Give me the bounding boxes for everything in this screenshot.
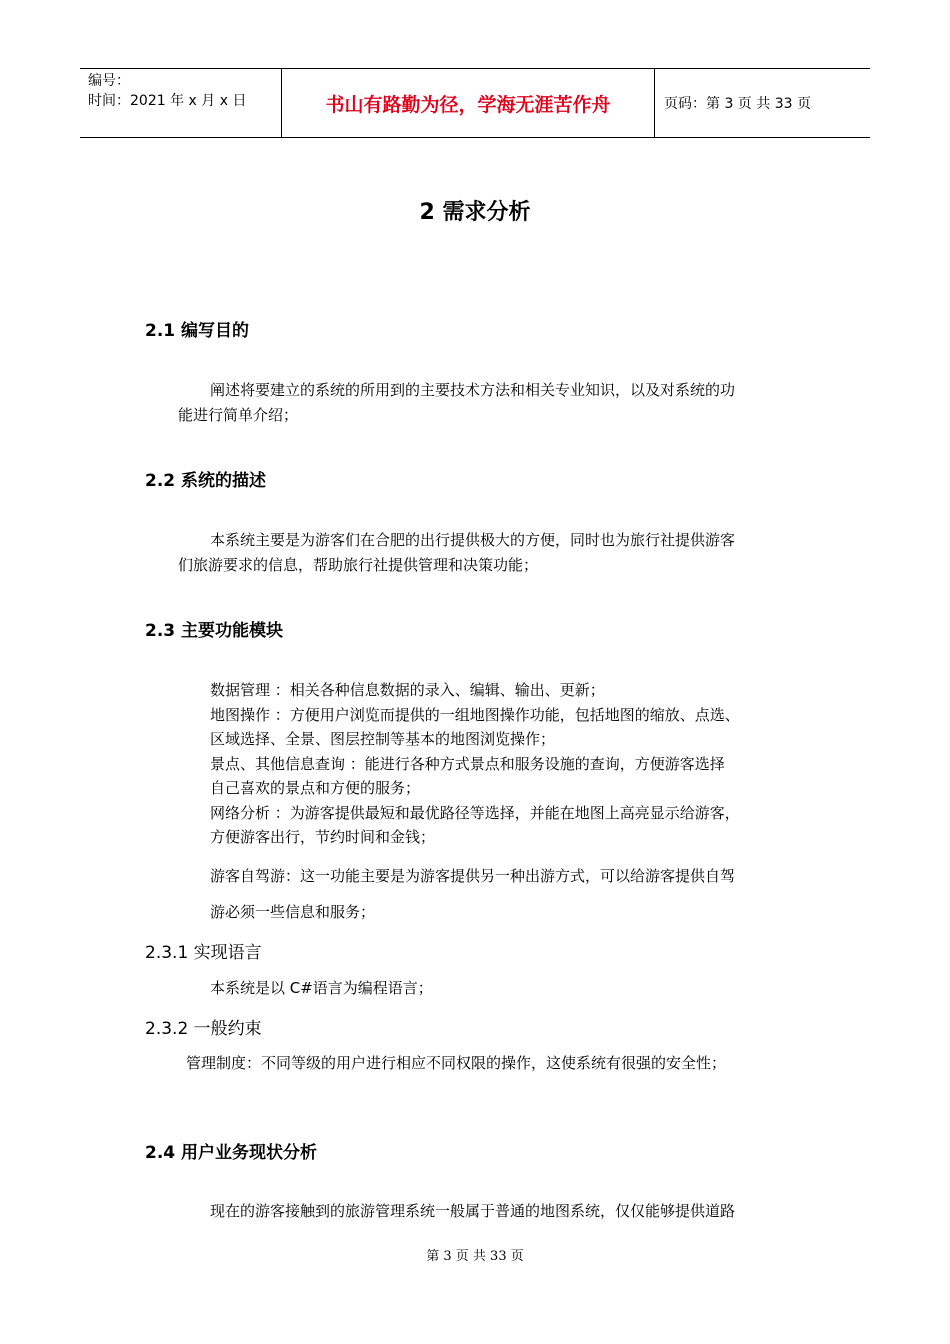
page-header: [80, 68, 870, 138]
list-item: 游客自驾游：这一功能主要是为游客提供另一种出游方式，可以给游客提供自驾: [210, 867, 736, 885]
list-item: 地图操作 ：方便用户浏览而提供的一组地图操作功能，包括地图的缩放、点选、: [210, 706, 740, 724]
list-item: 区域选择、全景、图层控制等基本的地图浏览操作；: [210, 730, 556, 748]
paragraph-line: 管理制度：不同等级的用户进行相应不同权限的操作，这使系统有很强的安全性；: [186, 1054, 727, 1072]
list-item: 方便游客出行，节约时间和金钱；: [210, 828, 436, 846]
paragraph-line: 本系统主要是为游客们在合肥的出行提供极大的方便，同时也为旅行社提供游客: [210, 531, 736, 549]
section-heading-2-3: 2.3 主要功能模块: [145, 621, 284, 641]
section-heading-2-1: 2.1 编写目的: [145, 321, 250, 341]
section-heading-2-4: 2.4 用户业务现状分析: [145, 1143, 318, 1163]
header-meta: [80, 69, 282, 137]
list-item: 自己喜欢的景点和方便的服务；: [210, 779, 421, 797]
time-label: 时间：2021 年 x 月 x 日: [88, 93, 247, 109]
header-page-info: 页码：第 3 页 共 33 页: [664, 96, 811, 112]
section-heading-2-3-2: 2.3.2 一般约束: [145, 1019, 262, 1039]
paragraph-line: 本系统是以 C#语言为编程语言；: [210, 979, 433, 997]
section-heading-2-2: 2.2 系统的描述: [145, 471, 267, 491]
paragraph-line: 们旅游要求的信息，帮助旅行社提供管理和决策功能；: [178, 556, 539, 574]
page-footer: 第 3 页 共 33 页: [426, 1249, 524, 1264]
paragraph-line: 能进行简单介绍；: [178, 406, 299, 424]
list-item: 景点、其他信息查询 ：能进行各种方式景点和服务设施的查询，方便游客选择: [210, 755, 725, 773]
list-item: 网络分析 ：为游客提供最短和最优路径等选择，并能在地图上高亮显示给游客，: [210, 804, 740, 822]
paragraph-line: 阐述将要建立的系统的所用到的主要技术方法和相关专业知识，以及对系统的功: [210, 381, 736, 399]
list-item: 游必须一些信息和服务；: [210, 903, 376, 921]
number-label: 编号：: [88, 73, 130, 89]
section-heading-2-3-1: 2.3.1 实现语言: [145, 943, 262, 963]
chapter-title: 2 需求分析: [419, 200, 531, 225]
header-motto: 书山有路勤为径，学海无涯苦作舟: [282, 69, 655, 137]
list-item: 数据管理 ：相关各种信息数据的录入、编辑、输出、更新；: [210, 681, 605, 699]
paragraph-line: 现在的游客接触到的旅游管理系统一般属于普通的地图系统，仅仅能够提供道路: [210, 1202, 736, 1220]
